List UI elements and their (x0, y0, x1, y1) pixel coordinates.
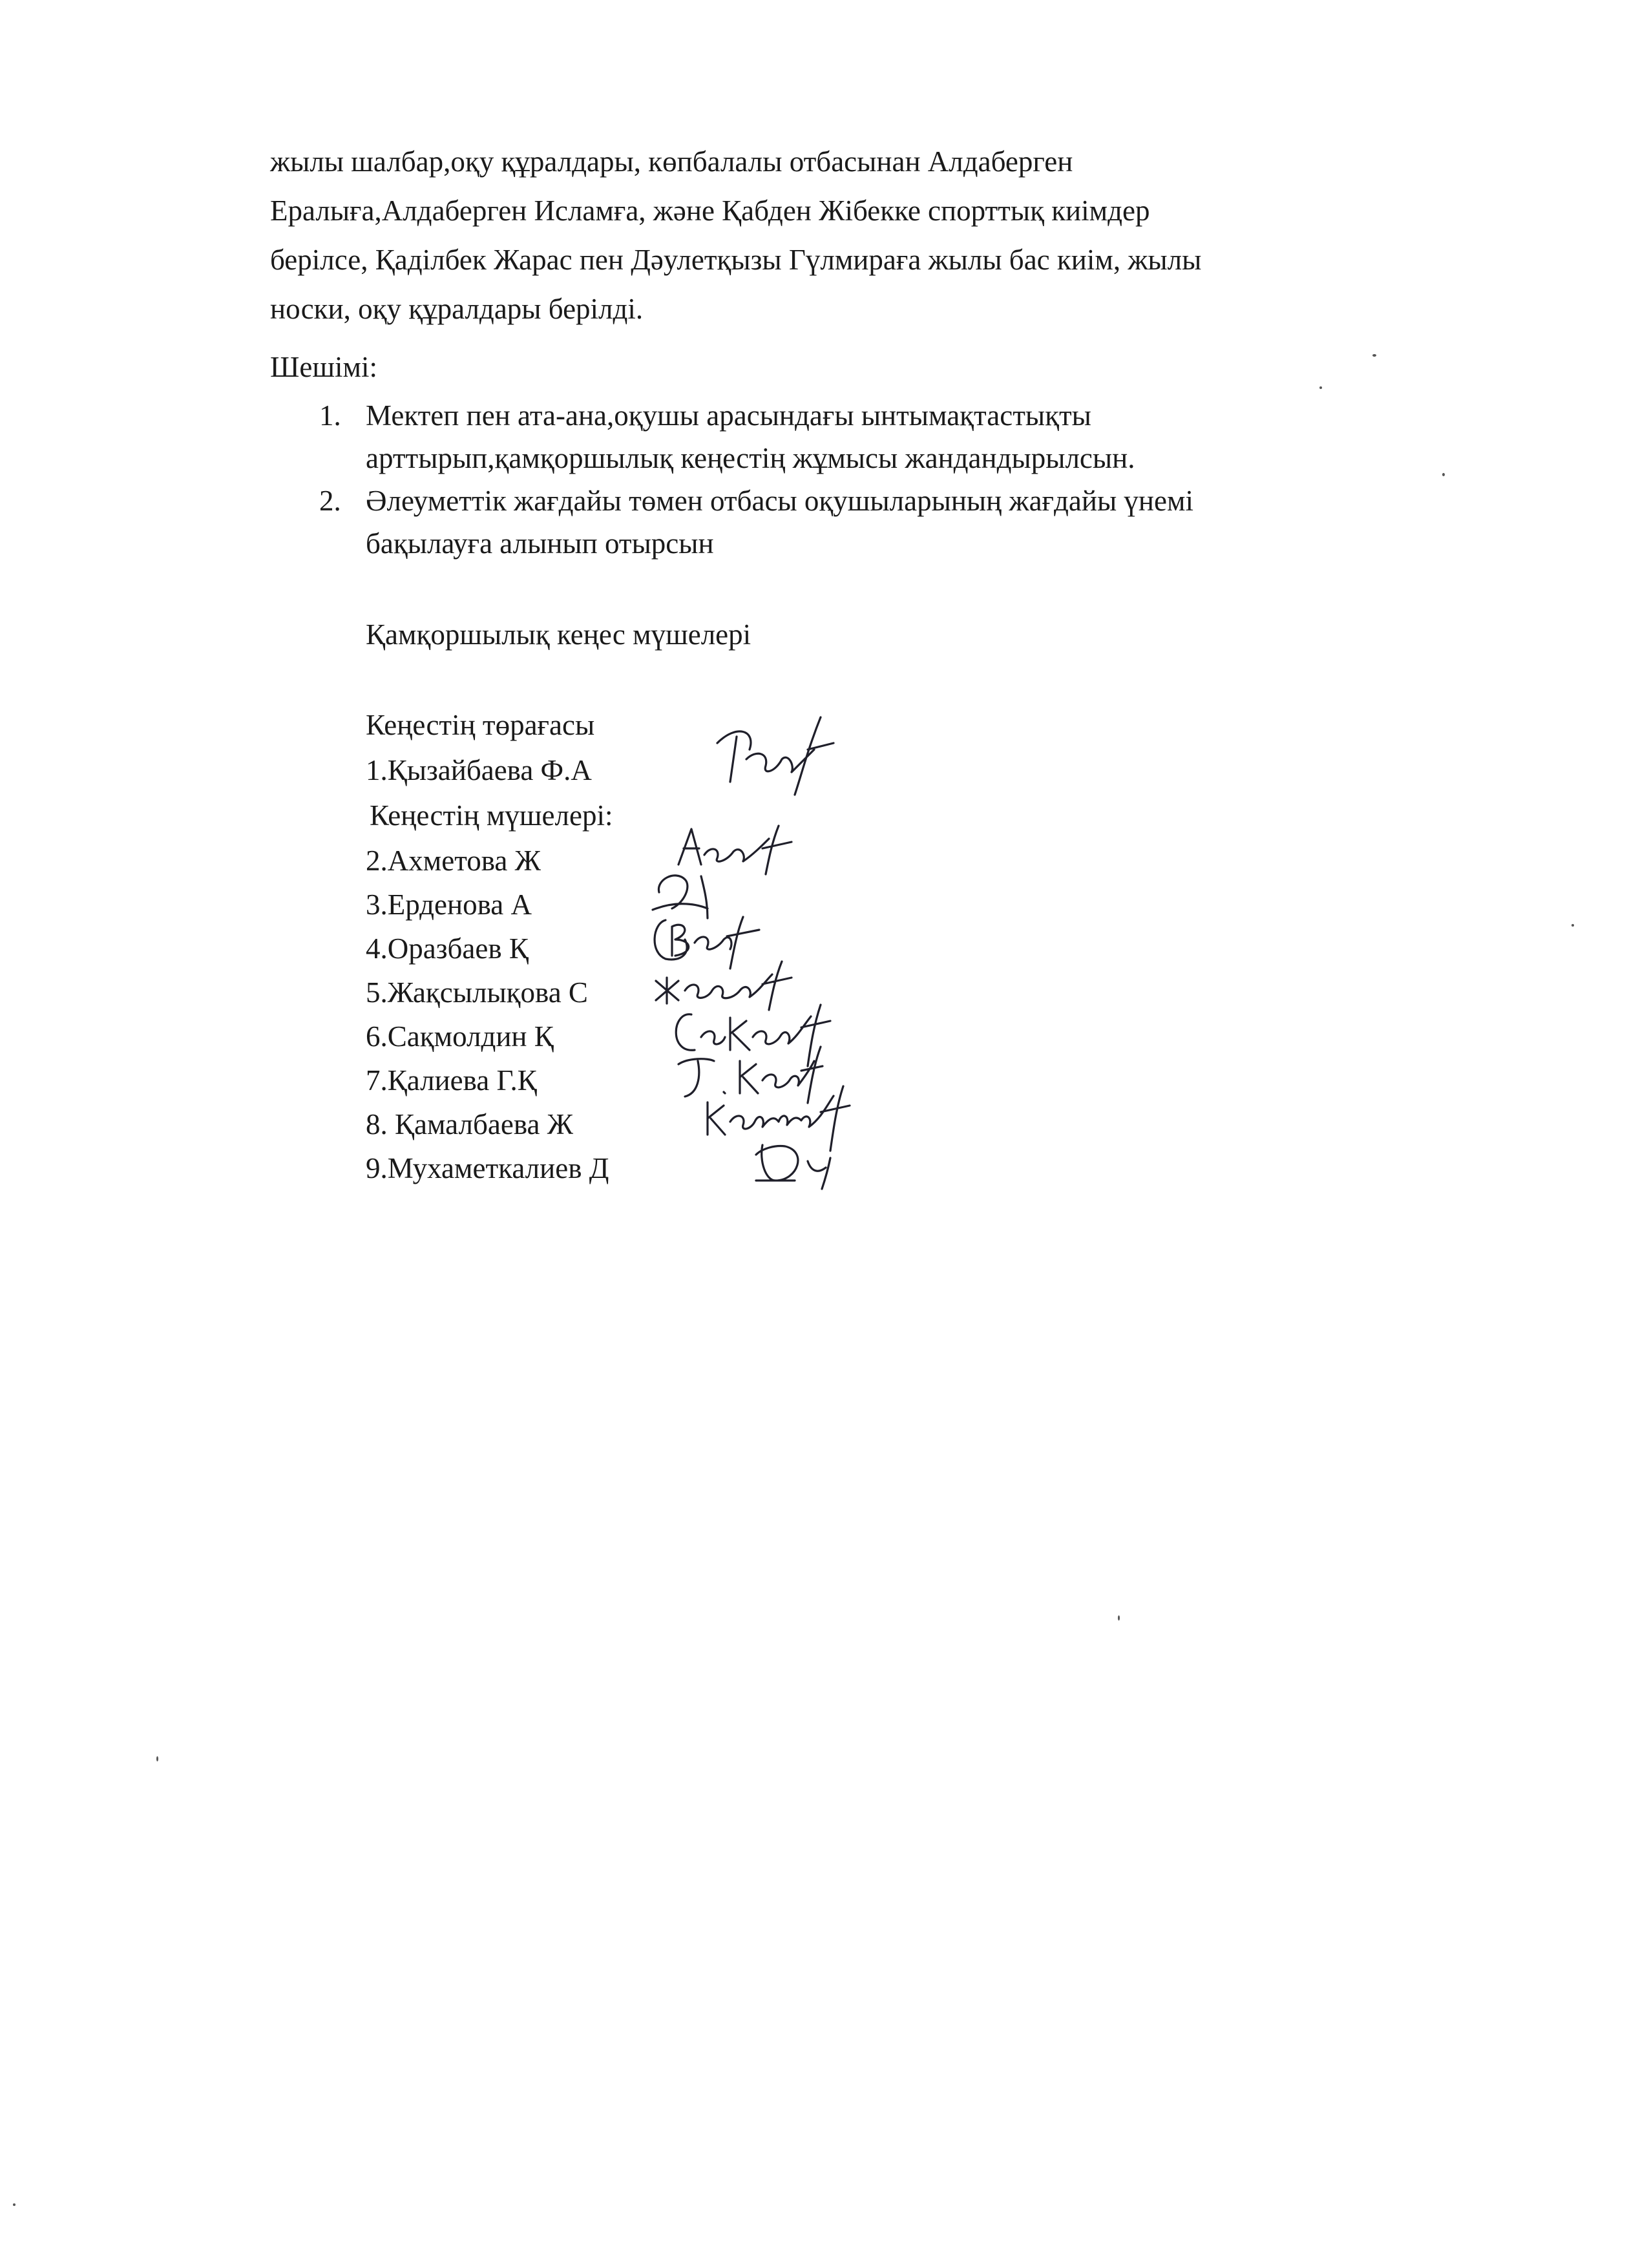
decision-list (304, 394, 1531, 565)
member-name: 3.Ерденова А (366, 888, 532, 921)
paragraph-line: Ералыға,Алдаберген Исламға, және Қабден Жібекке спорттық киімдер (270, 194, 1150, 227)
scan-speck (13, 2203, 16, 2206)
member-name: 9.Мухаметкалиев Д (366, 1152, 609, 1184)
member-name: 5.Жақсылықова С (366, 976, 588, 1009)
decision-heading: Шешімі: (270, 351, 378, 383)
member-name: 7.Қалиева Г.Қ (366, 1064, 537, 1097)
decision-item (304, 394, 1531, 479)
scan-speck (156, 1756, 158, 1761)
decision-number: 1. (319, 399, 341, 432)
member-signature (750, 1132, 853, 1190)
members-label: Кеңестің мүшелері: (370, 799, 613, 832)
body-paragraph (270, 137, 1530, 333)
member-name: 4.Оразбаев Қ (366, 932, 529, 965)
decision-number: 2. (319, 485, 341, 517)
paragraph-line: жылы шалбар,оқу құралдары, көпбалалы отбасынан Алдаберген (270, 145, 1073, 178)
paragraph-line: носки, оқу құралдары берілді. (270, 293, 644, 325)
member-name: 2.Ахметова Ж (366, 845, 541, 877)
member-name: 6.Сақмолдин Қ (366, 1020, 554, 1053)
scan-speck (1571, 924, 1574, 927)
paragraph-line: берілсе, Қаділбек Жарас пен Дәулетқызы Гүлмираға жылы бас киім, жылы (270, 244, 1202, 276)
scan-speck (1442, 473, 1445, 476)
decision-line: Мектеп пен ата-ана,оқушы арасындағы ынтымақтастықты (366, 399, 1091, 432)
decision-line: арттырып,қамқоршылық кеңестің жұмысы жандандырылсын. (366, 442, 1135, 474)
chair-label: Кеңестің төрағасы (366, 709, 595, 741)
council-title: Қамқоршылық кеңес мүшелері (366, 618, 751, 651)
scan-speck (1118, 1615, 1120, 1621)
decision-line: Әлеуметтік жағдайы төмен отбасы оқушыларының жағдайы үнемі (366, 485, 1193, 517)
scan-speck (1372, 354, 1376, 357)
chair-name: 1.Қызайбаева Ф.А (366, 754, 592, 786)
decision-item (304, 479, 1531, 565)
chair-signature (711, 704, 840, 801)
scan-speck (1319, 386, 1322, 389)
member-name: 8. Қамалбаева Ж (366, 1108, 574, 1140)
decision-line: бақылауға алынып отырсын (366, 527, 714, 560)
